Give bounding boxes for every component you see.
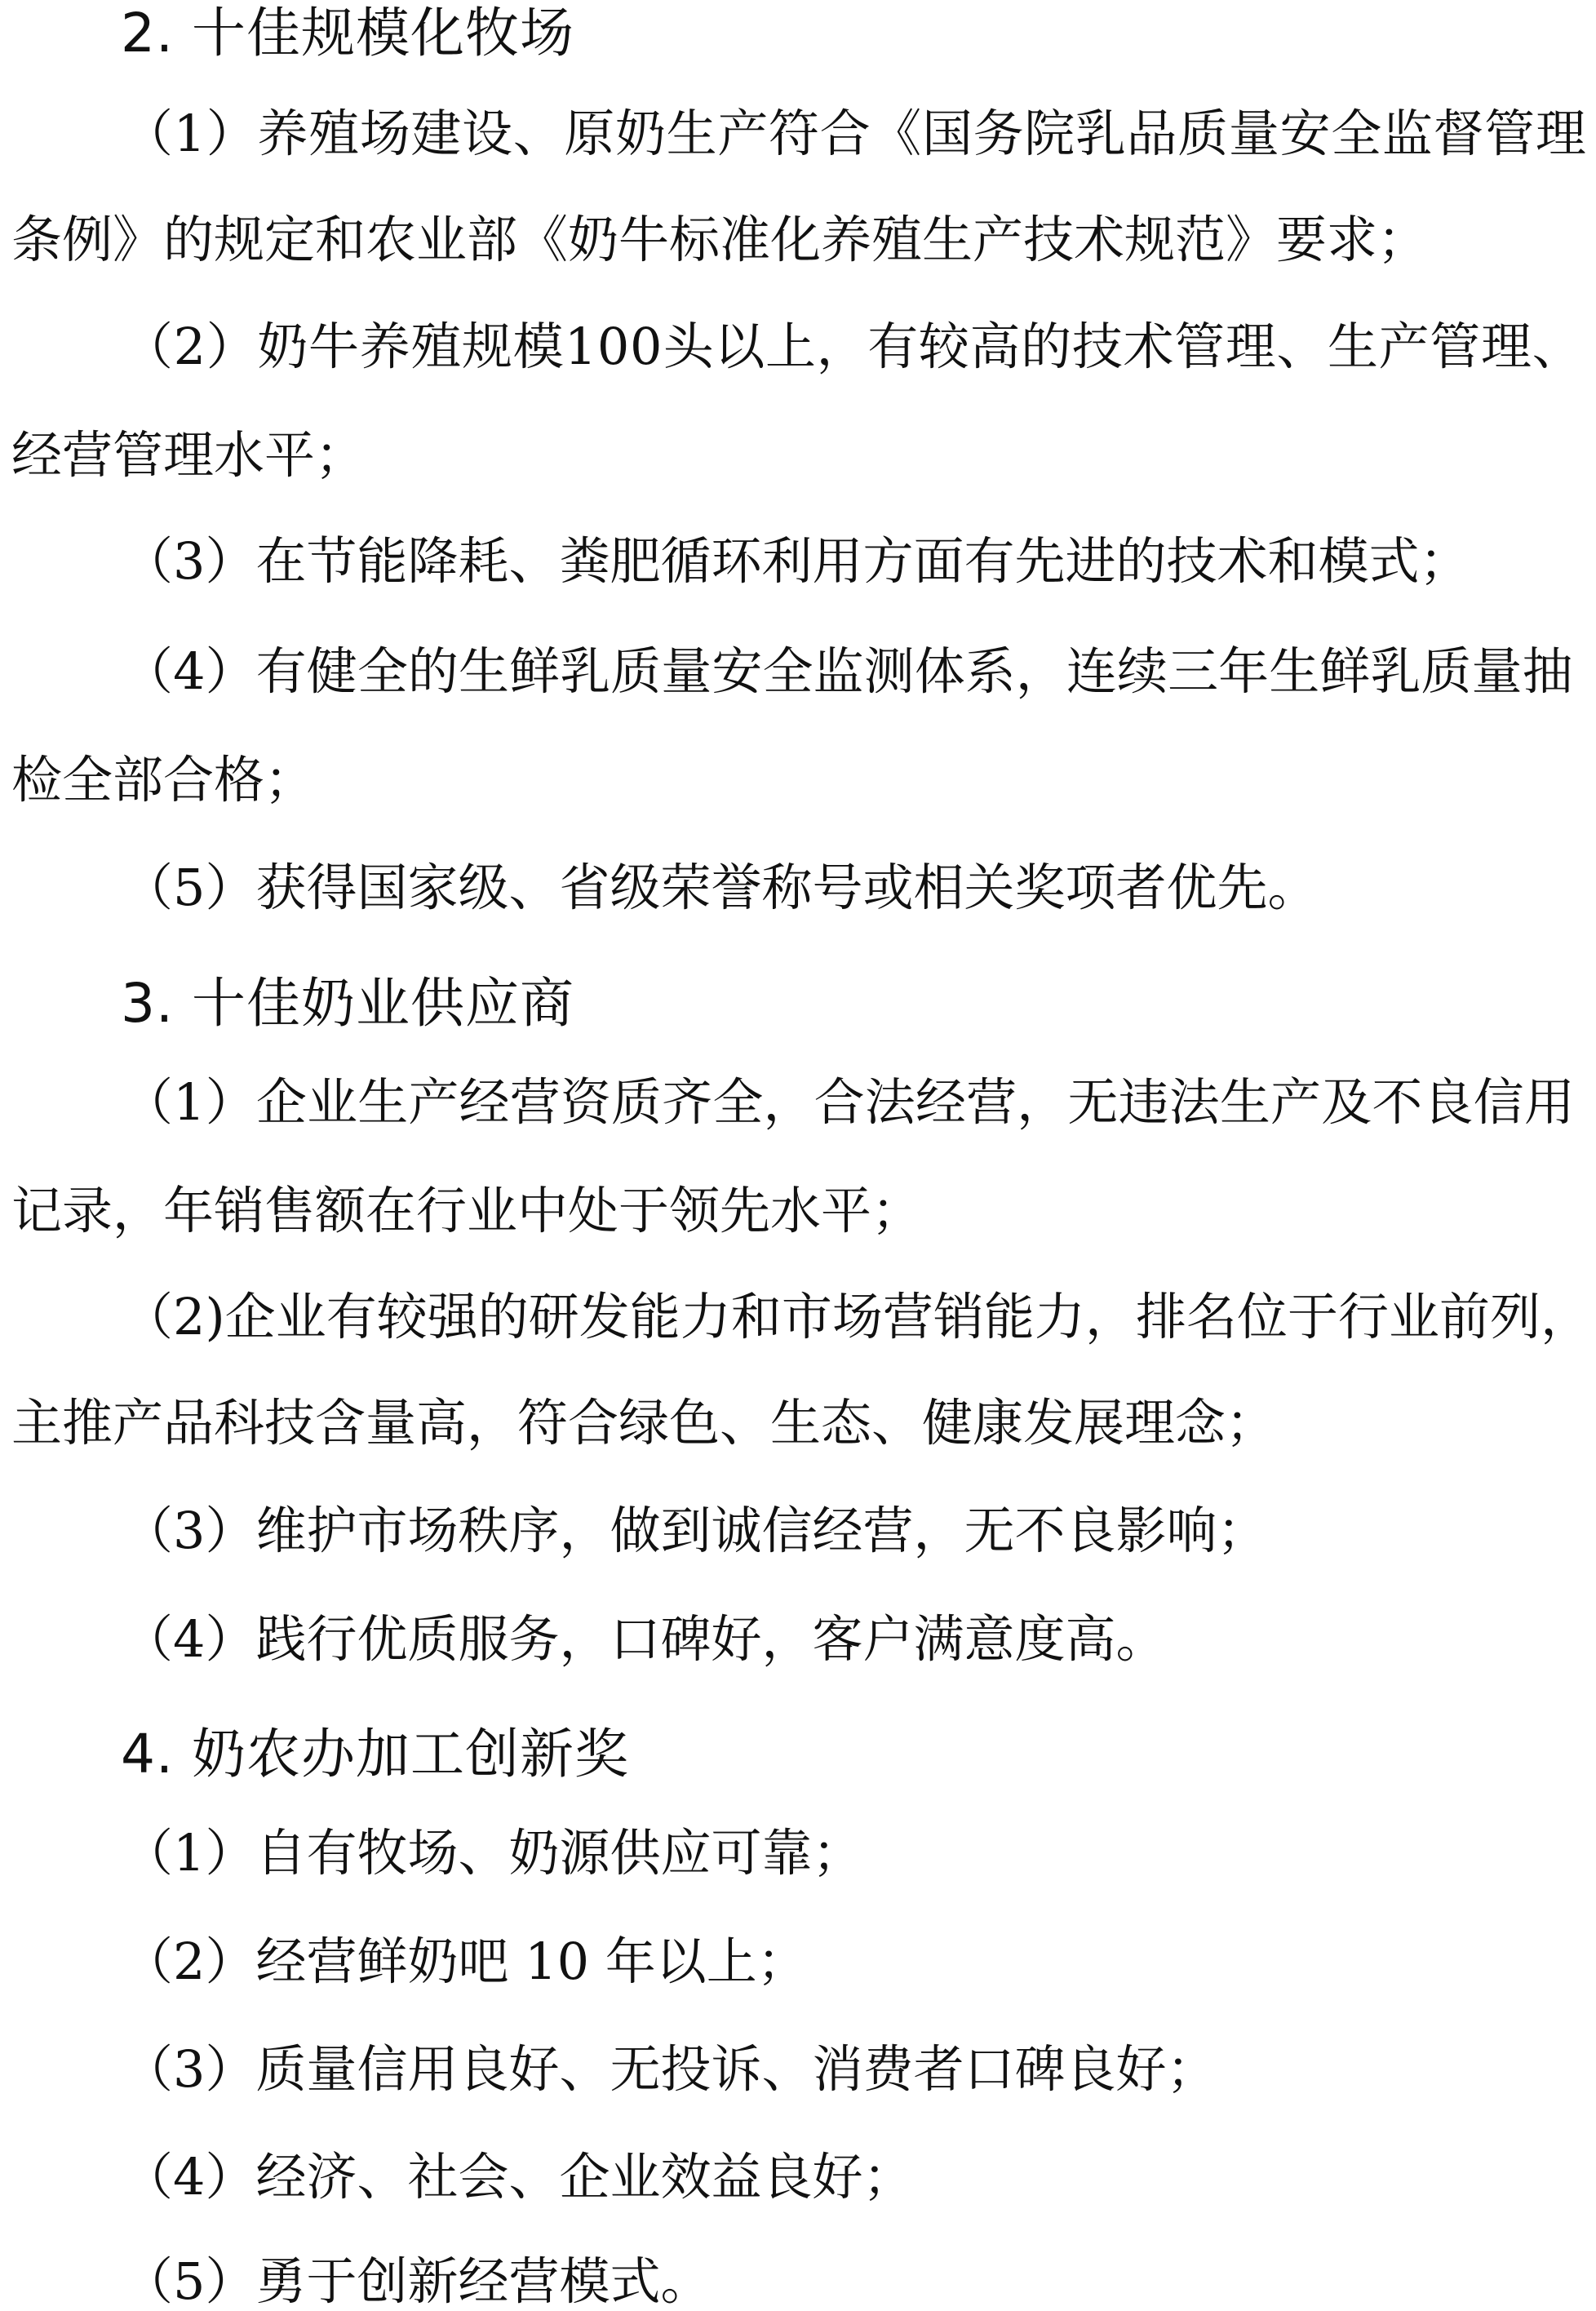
section-heading: 2. 十佳规模化牧场 — [121, 2, 574, 64]
paragraph-line: （3）在节能降耗、粪肥循环利用方面有先进的技术和模式； — [122, 531, 1470, 591]
paragraph-line: 条例》的规定和农业部《奶牛标准化养殖生产技术规范》要求； — [11, 210, 1429, 269]
paragraph-line: （ 2 ) 企 业 有 较 强 的 研 发 能 力 和 市 场 营 销 能 力 ， 排 名 位 于 行 业 前 列 ， — [122, 1287, 1592, 1346]
paragraph-line: （1）自有牧场、奶源供应可靠； — [122, 1823, 863, 1883]
paragraph-line: 主推产品科技含量高，符合绿色、生态、健康发展理念； — [11, 1393, 1277, 1453]
paragraph-line: （ 1 ） 养 殖 场 建 设 、 原 奶 生 产 符 合 《 国 务 院 乳 品 质 量 安 全 监 督 管 理 — [122, 104, 1586, 163]
paragraph-line: （5）勇于创新经营模式。 — [122, 2251, 712, 2311]
paragraph-line: 经营管理水平； — [11, 425, 366, 485]
paragraph-line: 记录，年销售额在行业中处于领先水平； — [11, 1181, 923, 1240]
section-heading: 3. 十佳奶业供应商 — [121, 972, 574, 1035]
paragraph-line: （ 1 ） 企 业 生 产 经 营 资 质 齐 全 ， 合 法 经 营 ， 无 违 法 生 产 及 不 良 信 用 — [122, 1072, 1575, 1132]
section-heading: 4. 奶农办加工创新奖 — [121, 1723, 629, 1785]
paragraph-line: （3）质量信用良好、无投诉、消费者口碑良好； — [122, 2039, 1217, 2099]
paragraph-line: （4）经济、社会、企业效益良好； — [122, 2147, 914, 2207]
paragraph-line: （3）维护市场秩序，做到诚信经营，无不良影响； — [122, 1501, 1268, 1560]
paragraph-line: （ 4 ） 有 健 全 的 生 鲜 乳 质 量 安 全 监 测 体 系 ， 连 续 三 年 生 鲜 乳 质 量 抽 — [122, 641, 1573, 701]
paragraph-line: （2）经营鲜奶吧 10 年以上； — [122, 1932, 808, 1991]
paragraph-line: （ 2 ） 奶 牛 养 殖 规 模 1 0 0 头 以 上 ， 有 较 高 的 技 术 管 理 、 生 产 管 理 、 — [122, 317, 1583, 376]
paragraph-line: 检全部合格； — [11, 750, 316, 810]
paragraph-line: （4）践行优质服务，口碑好，客户满意度高。 — [122, 1609, 1167, 1669]
paragraph-line: （5）获得国家级、省级荣誉称号或相关奖项者优先。 — [122, 858, 1319, 917]
